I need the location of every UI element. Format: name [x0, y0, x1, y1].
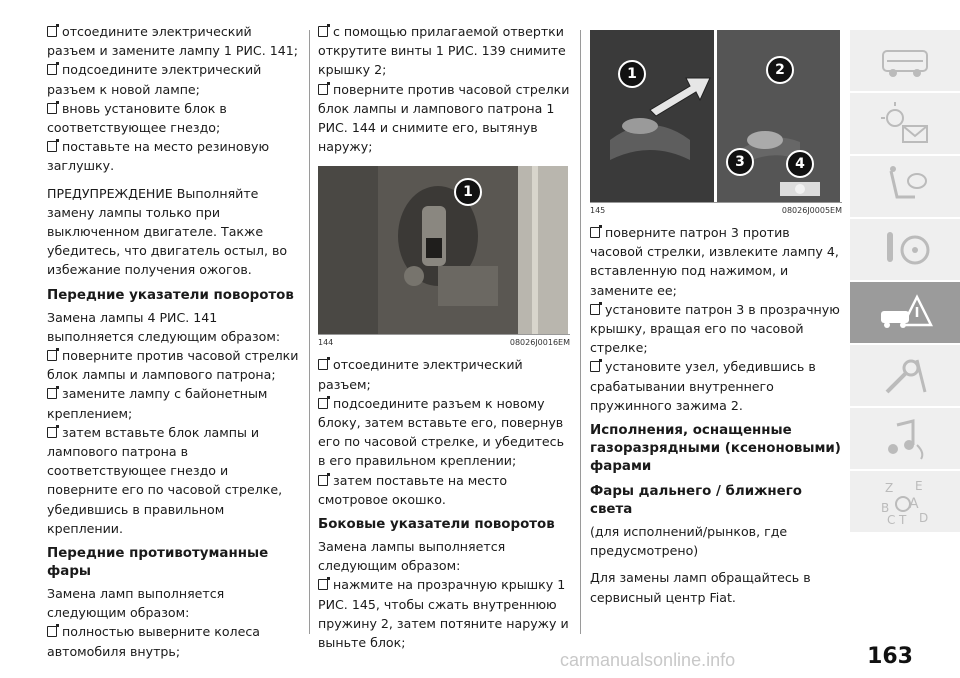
- paragraph: Для замены ламп обращайтесь в сервисный центр Fiat.: [590, 570, 811, 605]
- index-letters-icon: [877, 478, 933, 526]
- bullet-icon: [47, 103, 57, 114]
- tools-wrench-icon: [877, 352, 933, 400]
- warning-text: ПРЕДУПРЕЖДЕНИЕ Выполняйте замену лампы только при выключенном двигателе. Также убедитесь, что двигатель остыл, во избежание получения ожогов.: [47, 185, 288, 278]
- index-letter: T: [899, 512, 907, 526]
- bullet-icon: [47, 350, 57, 361]
- headlight-socket-illustration: [318, 166, 568, 334]
- column-3: [590, 30, 842, 607]
- list-item: установите патрон 3 в прозрачную крышку, вращая его по часовой стрелке;: [590, 301, 840, 356]
- figure-caption: [318, 334, 570, 349]
- figure-code: 08026J0005EM: [781, 206, 842, 215]
- bullet-icon: [318, 84, 328, 95]
- figure-144-photo: [318, 166, 568, 334]
- key-steering-icon: [877, 226, 933, 274]
- list-item: поверните против часовой стрелки блок лампы и лампового патрона 1 РИС. 144 и снимите его, вытянув наружу;: [318, 81, 570, 155]
- index-letter: Z: [885, 480, 894, 495]
- callout-badge: 1: [618, 60, 646, 88]
- bullet-icon: [590, 227, 600, 238]
- dashboard-car-icon: [877, 37, 933, 85]
- index-letter: D: [919, 510, 929, 525]
- index-letter: C: [887, 512, 896, 526]
- bullet-icon: [47, 64, 57, 75]
- list-item: замените лампу с байонетным креплением;: [47, 386, 268, 421]
- chapter-tabs: [850, 30, 960, 534]
- watermark: carmanualsonline.info: [560, 650, 736, 670]
- list-item: поверните против часовой стрелки блок лампы и лампового патрона;: [47, 348, 299, 383]
- section-heading: Передние противотуманные фары: [47, 546, 269, 580]
- page-number: 163: [867, 644, 913, 669]
- bullet-icon: [318, 475, 328, 486]
- tab-maintenance[interactable]: [850, 345, 960, 406]
- bullet-icon: [590, 361, 600, 372]
- section-heading: Боковые указатели поворотов: [318, 517, 555, 533]
- section-heading: Передние указатели поворотов: [47, 287, 294, 303]
- bullet-icon: [318, 26, 328, 37]
- figure-caption: [590, 202, 842, 217]
- index-letter: B: [881, 500, 890, 515]
- list-item: установите узел, убедившись в срабатывании внутреннего пружинного зажима 2.: [590, 359, 816, 413]
- warning-car-icon: [877, 289, 933, 337]
- index-letter: A: [909, 495, 919, 512]
- callout-badge: 1: [454, 178, 482, 206]
- list-item: полностью выверните колеса автомобиля внутрь;: [47, 624, 261, 659]
- list-item: отсоедините электрический разъем и замените лампу 1 РИС. 141;: [47, 24, 298, 59]
- paragraph: Замена лампы выполняется следующим образом:: [318, 539, 506, 574]
- list-item: затем вставьте блок лампы и лампового патрона в соответствующее гнездо и поверните его по часовой стрелке, убедившись в правильном креплении.: [47, 424, 283, 536]
- bullet-icon: [47, 626, 57, 637]
- callout-badge: 4: [786, 150, 814, 178]
- paragraph: Замена ламп выполняется следующим образом:: [47, 586, 225, 621]
- column-2: [318, 22, 570, 652]
- tab-starting[interactable]: [850, 219, 960, 280]
- figure-number: 144: [318, 338, 334, 348]
- list-item: поверните патрон 3 против часовой стрелки, извлеките лампу 4, вставленную под нажимом, и замените ее;: [590, 225, 839, 298]
- section-heading: Фары дальнего / ближнего света: [590, 484, 802, 518]
- music-phone-icon: [877, 415, 933, 463]
- list-item: поставьте на место резиновую заглушку.: [47, 139, 270, 174]
- paragraph: Замена лампы 4 РИС. 141 выполняется следующим образом:: [47, 309, 281, 344]
- figure-145-photo: [590, 30, 840, 202]
- list-item: вновь установите блок в соответствующее гнездо;: [47, 100, 227, 136]
- bullet-icon: [47, 427, 57, 438]
- figure-number: 145: [590, 206, 606, 215]
- bullet-icon: [318, 579, 328, 590]
- seat-airbag-icon: [877, 163, 933, 211]
- list-item: подсоедините разъем к новому блоку, затем вставьте его, повернув его по часовой стрелке, и убедитесь в его правильном креплении;: [318, 395, 565, 469]
- list-item: отсоедините электрический разъем;: [318, 357, 523, 392]
- tab-safety[interactable]: [850, 156, 960, 217]
- callout-badge: 3: [726, 148, 754, 176]
- bullet-icon: [318, 398, 328, 409]
- paragraph: (для исполнений/рынков, где предусмотрено): [590, 524, 788, 559]
- list-item: нажмите на прозрачную крышку 1 РИС. 145, чтобы сжать внутреннюю пружину 2, затем потяните наружу и выньте блок;: [318, 577, 569, 651]
- column-divider: [309, 30, 310, 634]
- lights-mail-icon: [877, 100, 933, 148]
- figure-code: 08026J0016EM: [509, 338, 570, 348]
- list-item: затем поставьте на место смотровое окошко.: [318, 472, 508, 507]
- tab-multimedia[interactable]: [850, 408, 960, 469]
- tab-index[interactable]: [850, 471, 960, 532]
- bullet-icon: [590, 304, 600, 315]
- bullet-icon: [47, 388, 57, 399]
- bullet-icon: [318, 359, 328, 370]
- tab-lights[interactable]: [850, 93, 960, 154]
- column-1: [47, 22, 299, 661]
- section-heading: Исполнения, оснащенные газоразрядными (ксеноновыми) фарами: [590, 423, 841, 475]
- callout-badge: 2: [766, 56, 794, 84]
- bullet-icon: [47, 141, 57, 152]
- index-letter: E: [915, 478, 923, 493]
- list-item: с помощью прилагаемой отвертки открутите винты 1 РИС. 139 снимите крышку 2;: [318, 24, 566, 78]
- bullet-icon: [47, 26, 57, 37]
- list-item: подсоедините электрический разъем к новой лампе;: [47, 62, 262, 97]
- tab-emergency[interactable]: [850, 282, 960, 343]
- column-divider: [580, 30, 581, 634]
- tab-dashboard[interactable]: [850, 30, 960, 91]
